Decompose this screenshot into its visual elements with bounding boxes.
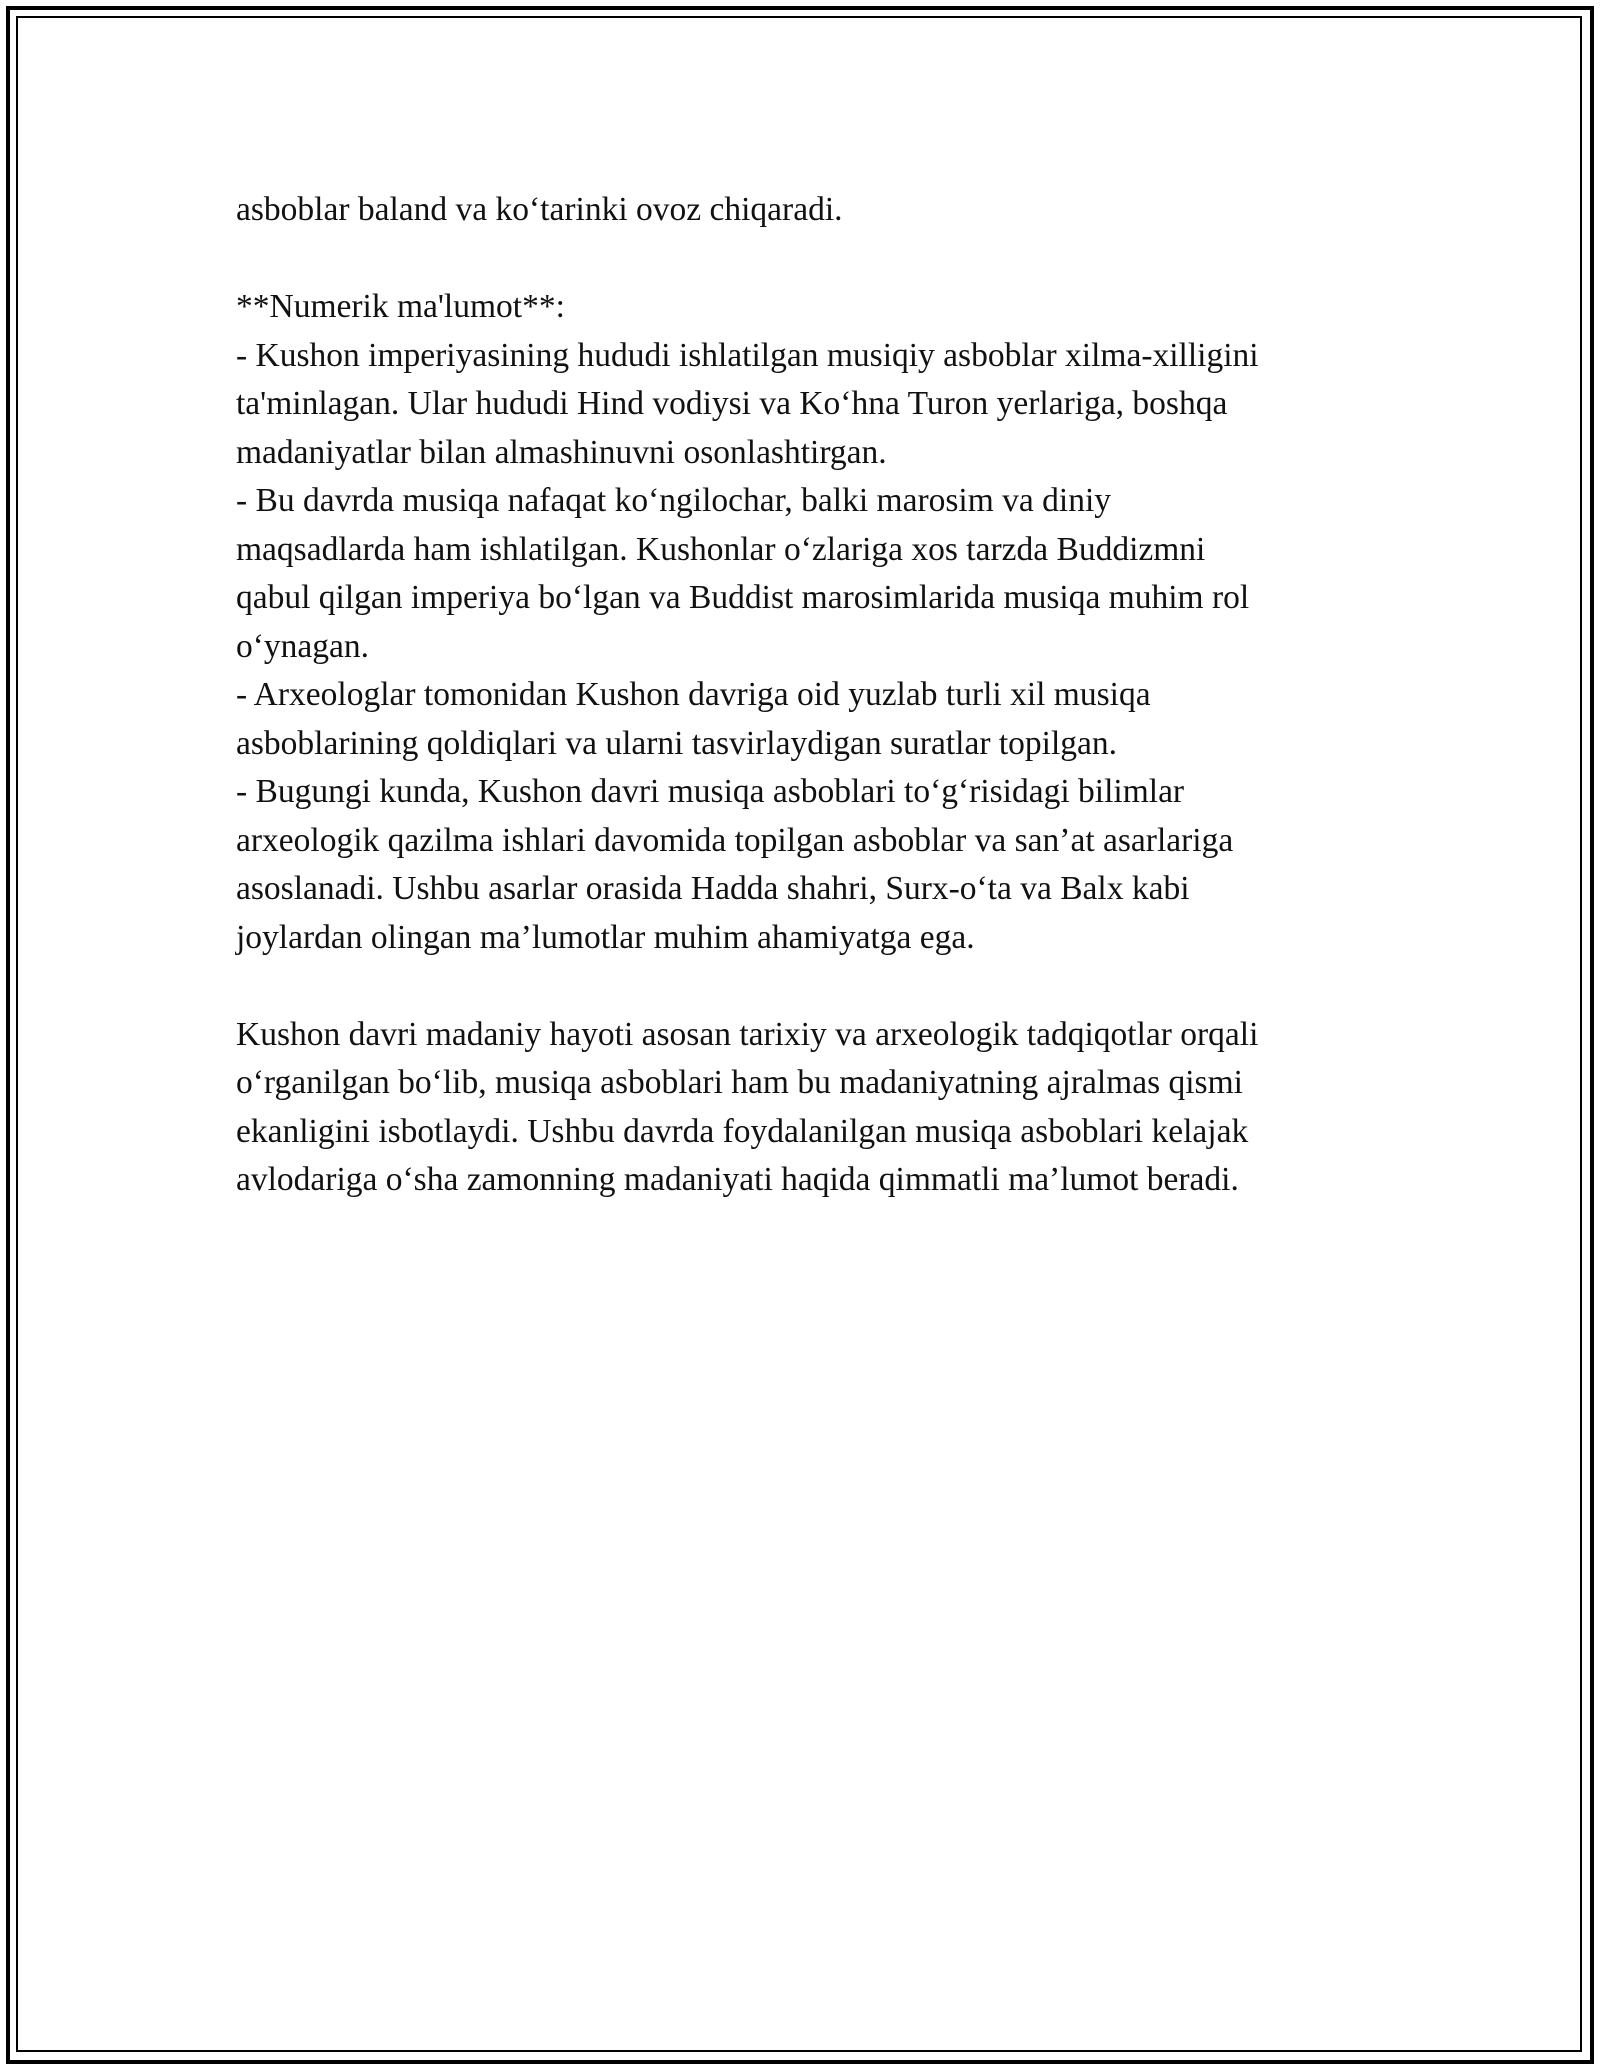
section-heading: **Numerik ma'lumot**:	[236, 288, 565, 325]
blank-line	[236, 962, 1366, 1011]
text-line: - Bu davrda musiqa nafaqat ko‘ngilochar, balki marosim va diniy	[236, 482, 1112, 519]
text-line: o‘ynagan.	[236, 627, 370, 665]
text-line: - Kushon imperiyasining hududi ishlatilgan musiqiy asboblar xilma-xilligini	[236, 336, 1259, 374]
text-line: avlodariga o‘sha zamonning madaniyati haqida qimmatli ma’lumot beradi.	[236, 1161, 1239, 1198]
text-line: Kushon davri madaniy hayoti asosan tarixiy va arxeologik tadqiqotlar orqali	[236, 1015, 1259, 1053]
blank-line	[236, 235, 1366, 284]
text-line: o‘rganilgan bo‘lib, musiqa asboblari ham bu madaniyatning ajralmas qismi	[236, 1064, 1243, 1101]
text-line: joylardan olingan ma’lumotlar muhim ahamiyatga ega.	[236, 918, 975, 956]
text-line: madaniyatlar bilan almashinuvni osonlashtirgan.	[236, 433, 887, 471]
text-line: asboblar baland va ko‘tarinki ovoz chiqaradi.	[236, 191, 843, 228]
text-line: - Bugungi kunda, Kushon davri musiqa asboblari to‘g‘risidagi bilimlar	[236, 773, 1185, 810]
page-content	[236, 186, 1366, 1205]
text-line: maqsadlarda ham ishlatilgan. Kushonlar o‘zlariga xos tarzda Buddizmni	[236, 530, 1206, 568]
text-line: arxeologik qazilma ishlari davomida topilgan asboblar va san’at asarlariga	[236, 821, 1234, 859]
text-line: qabul qilgan imperiya bo‘lgan va Buddist marosimlarida musiqa muhim rol	[236, 579, 1250, 616]
text-line: asoslanadi. Ushbu asarlar orasida Hadda shahri, Surx-o‘ta va Balx kabi	[236, 870, 1190, 907]
text-line: asboblarining qoldiqlari va ularni tasvirlaydigan suratlar topilgan.	[236, 724, 1118, 762]
text-line: ta'minlagan. Ular hududi Hind vodiysi va Ko‘hna Turon yerlariga, boshqa	[236, 385, 1228, 422]
text-line: - Arxeologlar tomonidan Kushon davriga oid yuzlab turli xil musiqa	[236, 676, 1151, 713]
text-line: ekanligini isbotlaydi. Ushbu davrda foydalanilgan musiqa asboblari kelajak	[236, 1112, 1249, 1150]
